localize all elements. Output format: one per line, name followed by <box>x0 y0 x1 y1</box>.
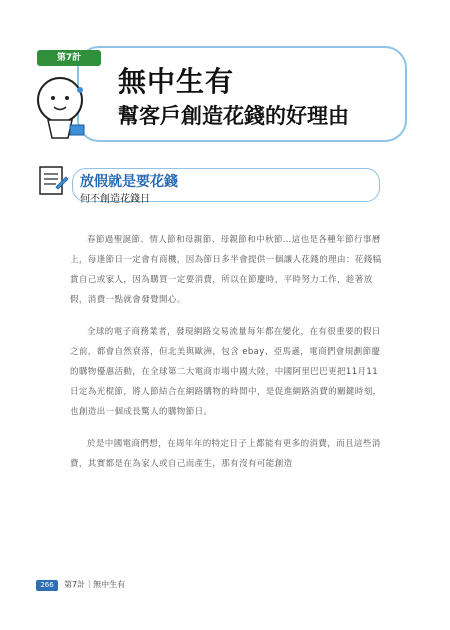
body-text <box>70 230 382 486</box>
page-number: 266 <box>36 580 58 591</box>
section-subtitle: 何不創造花錢日 <box>80 194 150 205</box>
section-title: 放假就是要花錢 <box>80 174 178 190</box>
page-subtitle: 幫客戶創造花錢的好理由 <box>118 104 349 128</box>
document-icon <box>36 163 68 197</box>
mascot-icon <box>30 70 95 145</box>
paragraph: 於是中國電商們想，在周年年的特定日子上都能有更多的消費，而且這些消費，其實都是在為家人或自己而產生，那有沒有可能創造 <box>70 439 381 469</box>
footer-chapter: 第7計｜無中生有 <box>64 580 126 589</box>
page-title: 無中生有 <box>118 65 235 98</box>
paragraph: 全球的電子商務業者，發現網路交易流量每年都在變化，在有很重要的假日之前，都會自然衰落，但北美與歐洲，包含 ebay、亞馬遜，電商們會規劃節慶的購物優惠活動，在全球第二大電商市場中國大陸，中國阿里巴巴更把11月11日定為光棍節，將人節結合在網路購物的時間中，是促進網路消費的關鍵時刻，也創造出一個成長驚人的購物節日。 <box>70 327 382 417</box>
chapter-badge: 第7計 <box>37 50 101 66</box>
paragraph: 春節過聖誕節、情人節和母親節、母親節和中秋節…這也是各種年節行事曆上，每逢節日一定會有商機，因為節日多半會提供一個讓人花錢的理由：花錢犒賞自己或家人，因為購買一定要消費，所以在節慶時，平時努力工作，趁著放假，消費一點就會發覺開心。 <box>70 235 382 305</box>
